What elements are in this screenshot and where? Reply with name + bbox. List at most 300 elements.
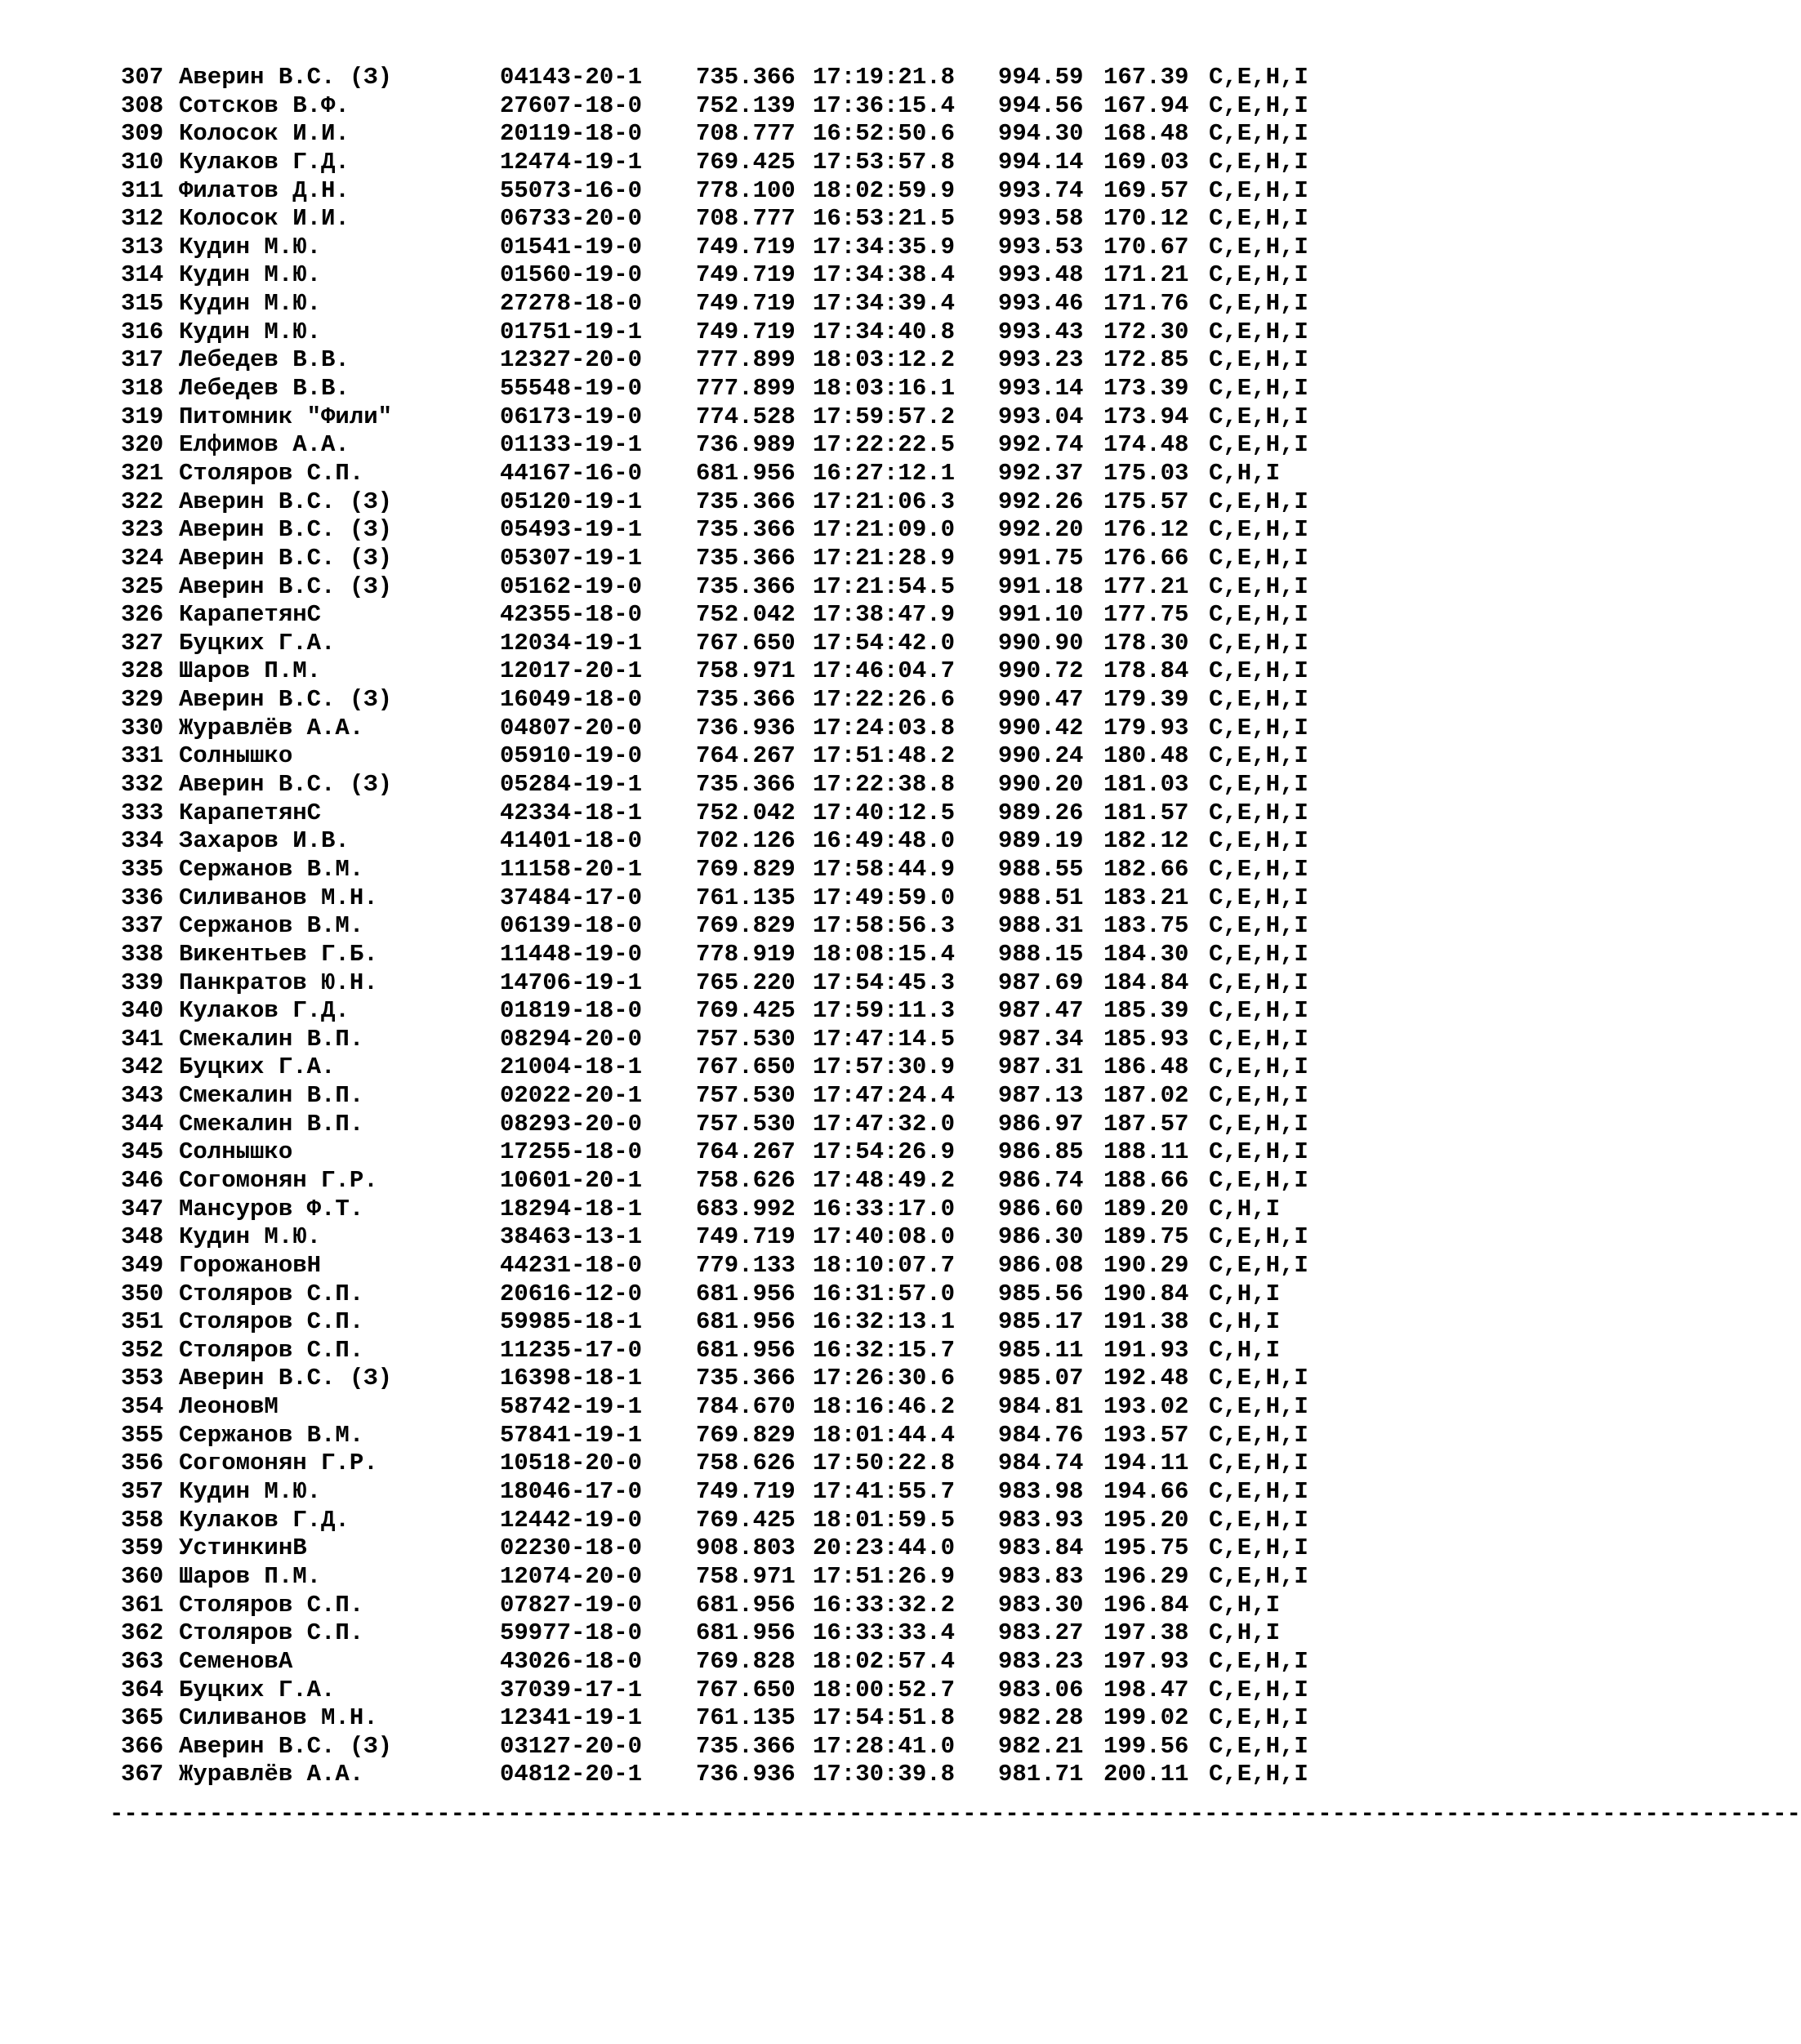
speed-cell: 986.60 bbox=[998, 1195, 1084, 1222]
arrival-time-cell: 18:02:57.4 bbox=[813, 1647, 956, 1675]
place-cell: 342 bbox=[121, 1053, 164, 1081]
place-cell: 362 bbox=[121, 1619, 164, 1647]
fancier-name-cell: Аверин В.С. (З) bbox=[179, 771, 393, 799]
fancier-name-cell: Захаров И.В. bbox=[179, 827, 350, 855]
categories-cell: C,E,H,I bbox=[1209, 714, 1308, 741]
categories-cell: C,E,H,I bbox=[1209, 1534, 1308, 1562]
categories-cell: C,E,H,I bbox=[1209, 1704, 1308, 1732]
distance-cell: 752.139 bbox=[696, 91, 796, 119]
arrival-time-cell: 17:54:26.9 bbox=[813, 1138, 956, 1166]
speed-cell: 988.15 bbox=[998, 940, 1084, 968]
table-row bbox=[0, 884, 1351, 913]
fancier-name-cell: Колосок И.И. bbox=[179, 120, 350, 148]
distance-cell: 757.530 bbox=[696, 1082, 796, 1110]
table-row bbox=[0, 1422, 1351, 1450]
place-cell: 360 bbox=[121, 1562, 164, 1590]
ring-number-cell: 43026-18-0 bbox=[500, 1647, 643, 1675]
fancier-name-cell: Аверин В.С. (З) bbox=[179, 544, 393, 572]
distance-cell: 769.425 bbox=[696, 148, 796, 176]
speed-cell: 987.47 bbox=[998, 997, 1084, 1025]
arrival-time-cell: 16:33:32.2 bbox=[813, 1591, 956, 1619]
fancier-name-cell: Лебедев В.В. bbox=[179, 346, 350, 374]
arrival-time-cell: 17:53:57.8 bbox=[813, 148, 956, 176]
distance-cell: 735.366 bbox=[696, 64, 796, 91]
table-row bbox=[0, 969, 1351, 998]
coefficient-cell: 171.76 bbox=[1103, 290, 1189, 318]
speed-cell: 993.46 bbox=[998, 290, 1084, 318]
speed-cell: 987.31 bbox=[998, 1053, 1084, 1081]
fancier-name-cell: Журавлёв А.А. bbox=[179, 1761, 364, 1788]
ring-number-cell: 57841-19-1 bbox=[500, 1421, 643, 1449]
ring-number-cell: 17255-18-0 bbox=[500, 1138, 643, 1166]
categories-cell: C,E,H,I bbox=[1209, 1506, 1308, 1534]
arrival-time-cell: 17:40:12.5 bbox=[813, 799, 956, 826]
categories-cell: C,E,H,I bbox=[1209, 176, 1308, 204]
arrival-time-cell: 17:30:39.8 bbox=[813, 1761, 956, 1788]
speed-cell: 983.27 bbox=[998, 1619, 1084, 1647]
fancier-name-cell: Сержанов В.М. bbox=[179, 912, 364, 940]
coefficient-cell: 191.38 bbox=[1103, 1308, 1189, 1336]
footer-dashed-rule: ----------------------------------------------------------------------------------------------------------------------- bbox=[109, 1801, 1801, 1828]
table-row bbox=[0, 601, 1351, 630]
arrival-time-cell: 17:47:24.4 bbox=[813, 1082, 956, 1110]
fancier-name-cell: Мансуров Ф.Т. bbox=[179, 1195, 364, 1222]
categories-cell: C,E,H,I bbox=[1209, 912, 1308, 940]
ring-number-cell: 02022-20-1 bbox=[500, 1082, 643, 1110]
distance-cell: 764.267 bbox=[696, 742, 796, 770]
table-row bbox=[0, 1704, 1351, 1733]
distance-cell: 769.828 bbox=[696, 1647, 796, 1675]
coefficient-cell: 197.38 bbox=[1103, 1619, 1189, 1647]
distance-cell: 736.989 bbox=[696, 431, 796, 459]
fancier-name-cell: Буцких Г.А. bbox=[179, 1676, 336, 1703]
coefficient-cell: 172.85 bbox=[1103, 346, 1189, 374]
fancier-name-cell: Кудин М.Ю. bbox=[179, 1223, 322, 1251]
ring-number-cell: 41401-18-0 bbox=[500, 827, 643, 855]
speed-cell: 993.43 bbox=[998, 318, 1084, 345]
fancier-name-cell: Столяров С.П. bbox=[179, 1336, 364, 1364]
categories-cell: C,H,I bbox=[1209, 1336, 1281, 1364]
place-cell: 332 bbox=[121, 771, 164, 799]
fancier-name-cell: Смекалин В.П. bbox=[179, 1025, 364, 1053]
arrival-time-cell: 18:03:16.1 bbox=[813, 375, 956, 403]
categories-cell: C,E,H,I bbox=[1209, 1025, 1308, 1053]
categories-cell: C,E,H,I bbox=[1209, 205, 1308, 233]
categories-cell: C,E,H,I bbox=[1209, 91, 1308, 119]
place-cell: 321 bbox=[121, 459, 164, 487]
arrival-time-cell: 16:49:48.0 bbox=[813, 827, 956, 855]
categories-cell: C,E,H,I bbox=[1209, 544, 1308, 572]
distance-cell: 681.956 bbox=[696, 459, 796, 487]
place-cell: 345 bbox=[121, 1138, 164, 1166]
table-row bbox=[0, 1592, 1351, 1620]
distance-cell: 769.425 bbox=[696, 997, 796, 1025]
categories-cell: C,E,H,I bbox=[1209, 1450, 1308, 1477]
coefficient-cell: 199.02 bbox=[1103, 1704, 1189, 1732]
coefficient-cell: 169.57 bbox=[1103, 176, 1189, 204]
speed-cell: 994.59 bbox=[998, 64, 1084, 91]
place-cell: 327 bbox=[121, 629, 164, 657]
table-row bbox=[0, 261, 1351, 290]
ring-number-cell: 20119-18-0 bbox=[500, 120, 643, 148]
place-cell: 352 bbox=[121, 1336, 164, 1364]
distance-cell: 749.719 bbox=[696, 261, 796, 289]
fancier-name-cell: Викентьев Г.Б. bbox=[179, 940, 378, 968]
ring-number-cell: 11235-17-0 bbox=[500, 1336, 643, 1364]
coefficient-cell: 198.47 bbox=[1103, 1676, 1189, 1703]
place-cell: 328 bbox=[121, 657, 164, 685]
fancier-name-cell: Сержанов В.М. bbox=[179, 1421, 364, 1449]
categories-cell: C,E,H,I bbox=[1209, 120, 1308, 148]
place-cell: 308 bbox=[121, 91, 164, 119]
fancier-name-cell: Кудин М.Ю. bbox=[179, 290, 322, 318]
fancier-name-cell: Питомник "Фили" bbox=[179, 403, 393, 430]
speed-cell: 993.74 bbox=[998, 176, 1084, 204]
speed-cell: 984.81 bbox=[998, 1393, 1084, 1421]
table-row bbox=[0, 1478, 1351, 1507]
arrival-time-cell: 17:21:28.9 bbox=[813, 544, 956, 572]
arrival-time-cell: 17:59:57.2 bbox=[813, 403, 956, 430]
place-cell: 316 bbox=[121, 318, 164, 345]
place-cell: 363 bbox=[121, 1647, 164, 1675]
categories-cell: C,E,H,I bbox=[1209, 1223, 1308, 1251]
table-row bbox=[0, 375, 1351, 403]
place-cell: 322 bbox=[121, 488, 164, 515]
coefficient-cell: 179.39 bbox=[1103, 686, 1189, 714]
coefficient-cell: 194.11 bbox=[1103, 1450, 1189, 1477]
arrival-time-cell: 17:38:47.9 bbox=[813, 601, 956, 629]
ring-number-cell: 12034-19-1 bbox=[500, 629, 643, 657]
table-row bbox=[0, 1167, 1351, 1196]
speed-cell: 983.93 bbox=[998, 1506, 1084, 1534]
arrival-time-cell: 16:52:50.6 bbox=[813, 120, 956, 148]
arrival-time-cell: 17:34:38.4 bbox=[813, 261, 956, 289]
speed-cell: 994.30 bbox=[998, 120, 1084, 148]
coefficient-cell: 177.21 bbox=[1103, 572, 1189, 600]
speed-cell: 986.30 bbox=[998, 1223, 1084, 1251]
arrival-time-cell: 17:51:26.9 bbox=[813, 1562, 956, 1590]
distance-cell: 749.719 bbox=[696, 290, 796, 318]
distance-cell: 758.626 bbox=[696, 1450, 796, 1477]
place-cell: 358 bbox=[121, 1506, 164, 1534]
fancier-name-cell: Кулаков Г.Д. bbox=[179, 148, 350, 176]
arrival-time-cell: 17:41:55.7 bbox=[813, 1478, 956, 1506]
table-row bbox=[0, 1648, 1351, 1677]
place-cell: 335 bbox=[121, 855, 164, 883]
fancier-name-cell: Аверин В.С. (З) bbox=[179, 64, 393, 91]
ring-number-cell: 12074-20-0 bbox=[500, 1562, 643, 1590]
distance-cell: 735.366 bbox=[696, 544, 796, 572]
categories-cell: C,H,I bbox=[1209, 1280, 1281, 1307]
distance-cell: 761.135 bbox=[696, 884, 796, 911]
table-row bbox=[0, 403, 1351, 432]
table-row bbox=[0, 431, 1351, 460]
coefficient-cell: 196.84 bbox=[1103, 1591, 1189, 1619]
arrival-time-cell: 18:10:07.7 bbox=[813, 1251, 956, 1279]
table-row bbox=[0, 941, 1351, 969]
table-row bbox=[0, 771, 1351, 799]
speed-cell: 983.83 bbox=[998, 1562, 1084, 1590]
speed-cell: 993.48 bbox=[998, 261, 1084, 289]
distance-cell: 749.719 bbox=[696, 1223, 796, 1251]
categories-cell: C,H,I bbox=[1209, 1591, 1281, 1619]
arrival-time-cell: 17:22:26.6 bbox=[813, 686, 956, 714]
fancier-name-cell: Шаров П.М. bbox=[179, 1562, 322, 1590]
arrival-time-cell: 16:33:33.4 bbox=[813, 1619, 956, 1647]
distance-cell: 908.803 bbox=[696, 1534, 796, 1562]
fancier-name-cell: Согомонян Г.Р. bbox=[179, 1166, 378, 1194]
categories-cell: C,E,H,I bbox=[1209, 657, 1308, 685]
place-cell: 326 bbox=[121, 601, 164, 629]
ring-number-cell: 04143-20-1 bbox=[500, 64, 643, 91]
ring-number-cell: 05493-19-1 bbox=[500, 516, 643, 544]
ring-number-cell: 12474-19-1 bbox=[500, 148, 643, 176]
ring-number-cell: 21004-18-1 bbox=[500, 1053, 643, 1081]
coefficient-cell: 182.12 bbox=[1103, 827, 1189, 855]
arrival-time-cell: 18:08:15.4 bbox=[813, 940, 956, 968]
place-cell: 356 bbox=[121, 1450, 164, 1477]
categories-cell: C,E,H,I bbox=[1209, 148, 1308, 176]
arrival-time-cell: 17:34:40.8 bbox=[813, 318, 956, 345]
categories-cell: C,E,H,I bbox=[1209, 403, 1308, 430]
fancier-name-cell: Солнышко bbox=[179, 1138, 293, 1166]
place-cell: 354 bbox=[121, 1393, 164, 1421]
table-row bbox=[0, 1138, 1351, 1167]
table-row bbox=[0, 1026, 1351, 1054]
distance-cell: 702.126 bbox=[696, 827, 796, 855]
coefficient-cell: 181.57 bbox=[1103, 799, 1189, 826]
place-cell: 355 bbox=[121, 1421, 164, 1449]
distance-cell: 784.670 bbox=[696, 1393, 796, 1421]
coefficient-cell: 200.11 bbox=[1103, 1761, 1189, 1788]
coefficient-cell: 172.30 bbox=[1103, 318, 1189, 345]
speed-cell: 985.17 bbox=[998, 1308, 1084, 1336]
arrival-time-cell: 16:53:21.5 bbox=[813, 205, 956, 233]
arrival-time-cell: 17:50:22.8 bbox=[813, 1450, 956, 1477]
table-row bbox=[0, 1619, 1351, 1648]
table-row bbox=[0, 573, 1351, 602]
arrival-time-cell: 17:59:11.3 bbox=[813, 997, 956, 1025]
distance-cell: 757.530 bbox=[696, 1025, 796, 1053]
coefficient-cell: 176.12 bbox=[1103, 516, 1189, 544]
ring-number-cell: 18046-17-0 bbox=[500, 1478, 643, 1506]
coefficient-cell: 189.20 bbox=[1103, 1195, 1189, 1222]
fancier-name-cell: Колосок И.И. bbox=[179, 205, 350, 233]
categories-cell: C,E,H,I bbox=[1209, 64, 1308, 91]
distance-cell: 761.135 bbox=[696, 1704, 796, 1732]
categories-cell: C,E,H,I bbox=[1209, 1110, 1308, 1138]
arrival-time-cell: 17:21:54.5 bbox=[813, 572, 956, 600]
distance-cell: 779.133 bbox=[696, 1251, 796, 1279]
speed-cell: 987.13 bbox=[998, 1082, 1084, 1110]
arrival-time-cell: 17:19:21.8 bbox=[813, 64, 956, 91]
coefficient-cell: 185.39 bbox=[1103, 997, 1189, 1025]
distance-cell: 749.719 bbox=[696, 1478, 796, 1506]
categories-cell: C,E,H,I bbox=[1209, 318, 1308, 345]
coefficient-cell: 175.03 bbox=[1103, 459, 1189, 487]
table-row bbox=[0, 1677, 1351, 1705]
ring-number-cell: 16398-18-1 bbox=[500, 1365, 643, 1392]
coefficient-cell: 191.93 bbox=[1103, 1336, 1189, 1364]
place-cell: 341 bbox=[121, 1025, 164, 1053]
speed-cell: 990.20 bbox=[998, 771, 1084, 799]
coefficient-cell: 186.48 bbox=[1103, 1053, 1189, 1081]
distance-cell: 735.366 bbox=[696, 1365, 796, 1392]
arrival-time-cell: 16:32:13.1 bbox=[813, 1308, 956, 1336]
table-row bbox=[0, 234, 1351, 262]
fancier-name-cell: Кулаков Г.Д. bbox=[179, 1506, 350, 1534]
ring-number-cell: 59985-18-1 bbox=[500, 1308, 643, 1336]
coefficient-cell: 190.29 bbox=[1103, 1251, 1189, 1279]
ring-number-cell: 10601-20-1 bbox=[500, 1166, 643, 1194]
ring-number-cell: 37039-17-1 bbox=[500, 1676, 643, 1703]
fancier-name-cell: Смекалин В.П. bbox=[179, 1082, 364, 1110]
coefficient-cell: 197.93 bbox=[1103, 1647, 1189, 1675]
place-cell: 343 bbox=[121, 1082, 164, 1110]
fancier-name-cell: Аверин В.С. (З) bbox=[179, 1365, 393, 1392]
distance-cell: 735.366 bbox=[696, 516, 796, 544]
categories-cell: C,E,H,I bbox=[1209, 233, 1308, 261]
coefficient-cell: 178.30 bbox=[1103, 629, 1189, 657]
categories-cell: C,E,H,I bbox=[1209, 629, 1308, 657]
coefficient-cell: 184.84 bbox=[1103, 969, 1189, 996]
results-table bbox=[0, 64, 1351, 1789]
ring-number-cell: 03127-20-0 bbox=[500, 1732, 643, 1760]
place-cell: 344 bbox=[121, 1110, 164, 1138]
fancier-name-cell: ЛеоновМ bbox=[179, 1393, 279, 1421]
arrival-time-cell: 17:28:41.0 bbox=[813, 1732, 956, 1760]
place-cell: 320 bbox=[121, 431, 164, 459]
distance-cell: 764.267 bbox=[696, 1138, 796, 1166]
fancier-name-cell: Журавлёв А.А. bbox=[179, 714, 364, 741]
categories-cell: C,E,H,I bbox=[1209, 1761, 1308, 1788]
table-row bbox=[0, 120, 1351, 149]
coefficient-cell: 192.48 bbox=[1103, 1365, 1189, 1392]
distance-cell: 777.899 bbox=[696, 375, 796, 403]
ring-number-cell: 55073-16-0 bbox=[500, 176, 643, 204]
distance-cell: 778.100 bbox=[696, 176, 796, 204]
place-cell: 357 bbox=[121, 1478, 164, 1506]
place-cell: 315 bbox=[121, 290, 164, 318]
fancier-name-cell: Кудин М.Ю. bbox=[179, 261, 322, 289]
place-cell: 318 bbox=[121, 375, 164, 403]
categories-cell: C,H,I bbox=[1209, 1195, 1281, 1222]
categories-cell: C,E,H,I bbox=[1209, 969, 1308, 996]
fancier-name-cell: Силиванов М.Н. bbox=[179, 1704, 378, 1732]
fancier-name-cell: Шаров П.М. bbox=[179, 657, 322, 685]
ring-number-cell: 20616-12-0 bbox=[500, 1280, 643, 1307]
categories-cell: C,E,H,I bbox=[1209, 997, 1308, 1025]
place-cell: 319 bbox=[121, 403, 164, 430]
distance-cell: 769.829 bbox=[696, 912, 796, 940]
place-cell: 364 bbox=[121, 1676, 164, 1703]
arrival-time-cell: 17:36:15.4 bbox=[813, 91, 956, 119]
distance-cell: 769.829 bbox=[696, 1421, 796, 1449]
ring-number-cell: 44167-16-0 bbox=[500, 459, 643, 487]
coefficient-cell: 193.02 bbox=[1103, 1393, 1189, 1421]
ring-number-cell: 05120-19-1 bbox=[500, 488, 643, 515]
table-row bbox=[0, 177, 1351, 206]
fancier-name-cell: КарапетянС bbox=[179, 601, 322, 629]
table-row bbox=[0, 715, 1351, 743]
table-row bbox=[0, 1761, 1351, 1789]
ring-number-cell: 12341-19-1 bbox=[500, 1704, 643, 1732]
place-cell: 309 bbox=[121, 120, 164, 148]
coefficient-cell: 189.75 bbox=[1103, 1223, 1189, 1251]
coefficient-cell: 180.48 bbox=[1103, 742, 1189, 770]
table-row bbox=[0, 1733, 1351, 1761]
place-cell: 329 bbox=[121, 686, 164, 714]
ring-number-cell: 42355-18-0 bbox=[500, 601, 643, 629]
fancier-name-cell: Аверин В.С. (З) bbox=[179, 572, 393, 600]
fancier-name-cell: Аверин В.С. (З) bbox=[179, 1732, 393, 1760]
place-cell: 314 bbox=[121, 261, 164, 289]
arrival-time-cell: 17:21:06.3 bbox=[813, 488, 956, 515]
arrival-time-cell: 18:00:52.7 bbox=[813, 1676, 956, 1703]
ring-number-cell: 58742-19-1 bbox=[500, 1393, 643, 1421]
speed-cell: 992.26 bbox=[998, 488, 1084, 515]
place-cell: 339 bbox=[121, 969, 164, 996]
distance-cell: 736.936 bbox=[696, 1761, 796, 1788]
place-cell: 330 bbox=[121, 714, 164, 741]
distance-cell: 758.626 bbox=[696, 1166, 796, 1194]
table-row bbox=[0, 827, 1351, 856]
fancier-name-cell: Столяров С.П. bbox=[179, 1280, 364, 1307]
table-row bbox=[0, 1082, 1351, 1111]
ring-number-cell: 44231-18-0 bbox=[500, 1251, 643, 1279]
arrival-time-cell: 17:24:03.8 bbox=[813, 714, 956, 741]
coefficient-cell: 175.57 bbox=[1103, 488, 1189, 515]
arrival-time-cell: 17:22:38.8 bbox=[813, 771, 956, 799]
speed-cell: 992.37 bbox=[998, 459, 1084, 487]
ring-number-cell: 14706-19-1 bbox=[500, 969, 643, 996]
fancier-name-cell: Кудин М.Ю. bbox=[179, 1478, 322, 1506]
fancier-name-cell: Кудин М.Ю. bbox=[179, 233, 322, 261]
fancier-name-cell: Аверин В.С. (З) bbox=[179, 686, 393, 714]
fancier-name-cell: Кулаков Г.Д. bbox=[179, 997, 350, 1025]
categories-cell: C,E,H,I bbox=[1209, 346, 1308, 374]
speed-cell: 983.30 bbox=[998, 1591, 1084, 1619]
table-row bbox=[0, 630, 1351, 658]
speed-cell: 982.28 bbox=[998, 1704, 1084, 1732]
arrival-time-cell: 17:49:59.0 bbox=[813, 884, 956, 911]
fancier-name-cell: Столяров С.П. bbox=[179, 1591, 364, 1619]
ring-number-cell: 42334-18-1 bbox=[500, 799, 643, 826]
fancier-name-cell: Аверин В.С. (З) bbox=[179, 516, 393, 544]
place-cell: 359 bbox=[121, 1534, 164, 1562]
fancier-name-cell: Сержанов В.М. bbox=[179, 855, 364, 883]
coefficient-cell: 174.48 bbox=[1103, 431, 1189, 459]
place-cell: 353 bbox=[121, 1365, 164, 1392]
fancier-name-cell: УстинкинВ bbox=[179, 1534, 307, 1562]
arrival-time-cell: 18:16:46.2 bbox=[813, 1393, 956, 1421]
arrival-time-cell: 18:02:59.9 bbox=[813, 176, 956, 204]
speed-cell: 994.56 bbox=[998, 91, 1084, 119]
coefficient-cell: 183.21 bbox=[1103, 884, 1189, 911]
coefficient-cell: 188.66 bbox=[1103, 1166, 1189, 1194]
coefficient-cell: 195.20 bbox=[1103, 1506, 1189, 1534]
place-cell: 367 bbox=[121, 1761, 164, 1788]
table-row bbox=[0, 1280, 1351, 1309]
speed-cell: 993.58 bbox=[998, 205, 1084, 233]
distance-cell: 767.650 bbox=[696, 1676, 796, 1703]
table-row bbox=[0, 460, 1351, 488]
distance-cell: 758.971 bbox=[696, 1562, 796, 1590]
place-cell: 317 bbox=[121, 346, 164, 374]
arrival-time-cell: 20:23:44.0 bbox=[813, 1534, 956, 1562]
ring-number-cell: 18294-18-1 bbox=[500, 1195, 643, 1222]
arrival-time-cell: 17:51:48.2 bbox=[813, 742, 956, 770]
